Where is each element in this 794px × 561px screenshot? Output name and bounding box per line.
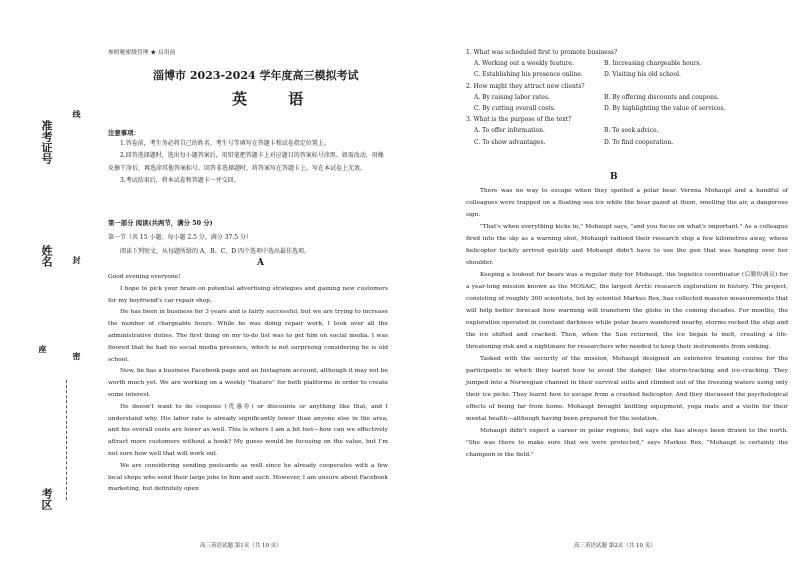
option: C. Establishing his presence online. bbox=[474, 71, 583, 79]
paragraph: I hope to pick your brain on potential advertising strategies and gaining new customers for my boyfriend's car repair shop. bbox=[108, 285, 388, 304]
paragraph: He has been in business for 3 years and is fairly successful, but we are trying to increase the number of chargeable hours. While he was doing repair work, I took over all the administrative duties. The first thing on my to-do list was to get him on social media. I was floored that he had no social media presence, which is not surprising considering he is old school. bbox=[108, 309, 388, 363]
option: D. Visiting his old school. bbox=[604, 71, 681, 79]
option: B. By offering discounts and coupons. bbox=[604, 93, 720, 101]
paragraph: Mohaupt didn't expect a career in polar regions, but says she has always been drawn to the north. "She was there to make sure that we were protected," says Markus Rex, "Mohaupt is certainly the champion in the field." bbox=[466, 428, 788, 458]
option-row bbox=[474, 92, 788, 103]
secret-level: 参照秘密级管理 ★ 启用前 bbox=[108, 50, 176, 56]
option-row bbox=[474, 125, 788, 136]
option-row bbox=[474, 69, 788, 80]
exam-title: 淄博市 2023-2024 学年度高三模拟考试 bbox=[153, 69, 359, 82]
seal-line-mark: 封 bbox=[72, 256, 82, 264]
passage-b bbox=[466, 185, 788, 461]
option: B. To seek advice. bbox=[604, 127, 659, 135]
questions-block bbox=[466, 47, 788, 148]
passage-letter-b: B bbox=[610, 172, 618, 182]
notes-heading: 注意事项： bbox=[108, 129, 140, 137]
question-stem: 1. What was scheduled first to promote business? bbox=[466, 49, 618, 56]
note-item: 1.答卷前，考生务必将自己的姓名、考生号等填写在答题卡和试卷指定位置上。 bbox=[120, 140, 330, 147]
paragraph: "That's when everything kicks in," Mohaupt says, "and you focus on what's important." As a colleague fired into the sky as a warning shot, Mohaupt radioed their research ship a few kilometres away, whose helicopter luckily arrived quickly and Mohaupt didn't have to use the gun that was hanging over her shoulder. bbox=[466, 224, 788, 266]
option-row bbox=[474, 58, 788, 69]
paragraph: Now, he has a business Facebook page and an Instagram account, although it may not be worth much yet. We are working on a weekly "feature" for both platforms in order to create some interest. bbox=[108, 368, 388, 398]
paragraph: Good evening everyone! bbox=[108, 274, 181, 280]
question-stem: 2. How might they attract new clients? bbox=[466, 82, 585, 90]
option: D. By highlighting the value of services. bbox=[604, 105, 726, 113]
admission-label: 准考证号 bbox=[40, 120, 53, 164]
note-item: 3.考试结束后，将本试卷和答题卡一并交回。 bbox=[120, 176, 240, 184]
option: C. By cutting overall costs. bbox=[474, 105, 556, 113]
notes-list bbox=[108, 138, 388, 187]
note-item: 2.回答选择题时，选出每小题答案后，用铅笔把答题卡上对应题目的答案标号涂黑。如需改动，用橡皮擦干净后，再选涂其他答案标号。回答非选择题时，将答案写在答题卡上。写在本试卷上无效。 bbox=[108, 152, 384, 172]
option-row bbox=[474, 137, 788, 148]
page-footer: 高三英语试题 第2页（共 10 页） bbox=[574, 543, 656, 549]
passage-letter-a: A bbox=[257, 258, 264, 268]
option: A. To offer information. bbox=[474, 127, 545, 135]
paragraph: Tasked with the security of the mission, Mohaupt designed an extensive training course for the participants in which they learnt how to avoid the danger, like storm-tracking and ice-cracking. They jumped into a Norwegian channel in their survival suits and climbed out of the freezing waters using only their ice picks. They learnt how to escape from a crashed helicopter. And they discussed the psychological effects of being far from home. Mohaupt brought knitting equipment, yoga mats and a violin for their mental health—although having been prepared for the isolation. bbox=[466, 356, 788, 422]
option: D. To find cooperation. bbox=[604, 138, 674, 146]
seal-line-mark: 线 bbox=[72, 110, 82, 118]
part-title: 第一部分 阅读(共两节，满分 50 分) bbox=[108, 219, 213, 227]
option: A. Working out a weekly feature. bbox=[474, 60, 574, 68]
binding-margin bbox=[0, 0, 100, 561]
section-title: 第一节（共 15 小题；每小题 2.5 分，满分 37.5 分） bbox=[108, 234, 252, 241]
option-row bbox=[474, 103, 788, 114]
zone-label: 考区 bbox=[40, 488, 53, 510]
fold-line bbox=[66, 380, 68, 500]
paragraph: We are considering sending postcards as well since he already cooperates with a few local shops who send their large jobs to him and such. However, I am unsure about Facebook marketing, but definitely open bbox=[108, 462, 388, 493]
subject-title: 英 语 bbox=[232, 90, 322, 108]
option: C. To show advantages. bbox=[474, 138, 546, 146]
passage-a bbox=[108, 272, 388, 496]
seal-line-mark: 密 bbox=[72, 352, 82, 360]
paragraph: He doesn't want to do coupons (优惠券) or discounts or anything like that, and I understand why. His labor rate is already significantly lower than anyone else in the area, and his overall costs are lower as well. This is where I am a bit lost—how can we effectively attract more customers without a hook? My guess would be focusing on the value, but I'm not sure how well that will work out. bbox=[108, 403, 388, 457]
name-label: 姓名 bbox=[40, 245, 53, 267]
paragraph: There was no way to escape when they spotted a polar bear. Verena Mohaupt and a handful of colleagues were trapped on a floating sea ice while the bear gazed at them, smelling the air, a dangerous sign. bbox=[466, 188, 788, 218]
seal-line-mark: 座 bbox=[38, 345, 48, 353]
page-footer: 高三英语试题 第1页（共 10 页） bbox=[200, 543, 282, 549]
instruction: 阅读下列短文，从每题所给的 A、B、C、D 四个选项中选出最佳选项。 bbox=[120, 248, 310, 255]
question-stem: 3. What is the purpose of the text? bbox=[466, 116, 572, 124]
option: B. Increasing chargeable hours. bbox=[604, 60, 702, 68]
paragraph: Keeping a lookout for bears was a regular duty for Mohaupt, the logistics coordinator (后勤协调员) for a year-long mission known as the MOSAiC, the largest Arctic research exploration in history. The project, consisting of roughly 300 scientists, led by scientist Markus Rex, has collected massive measurements that will help better forecast how warming will transform the globe in the coming decades. For months, the exploration operated in constant darkness while polar bears wandered nearby, storms rocked the ship and the ice shifted and cracked. Then, when the Sun returned, the ice began to melt, creating a life-threatening risk and a nightmare for researchers who needed to keep their instruments from sinking. bbox=[466, 272, 788, 350]
option: A. By raising labor rates. bbox=[474, 93, 550, 101]
